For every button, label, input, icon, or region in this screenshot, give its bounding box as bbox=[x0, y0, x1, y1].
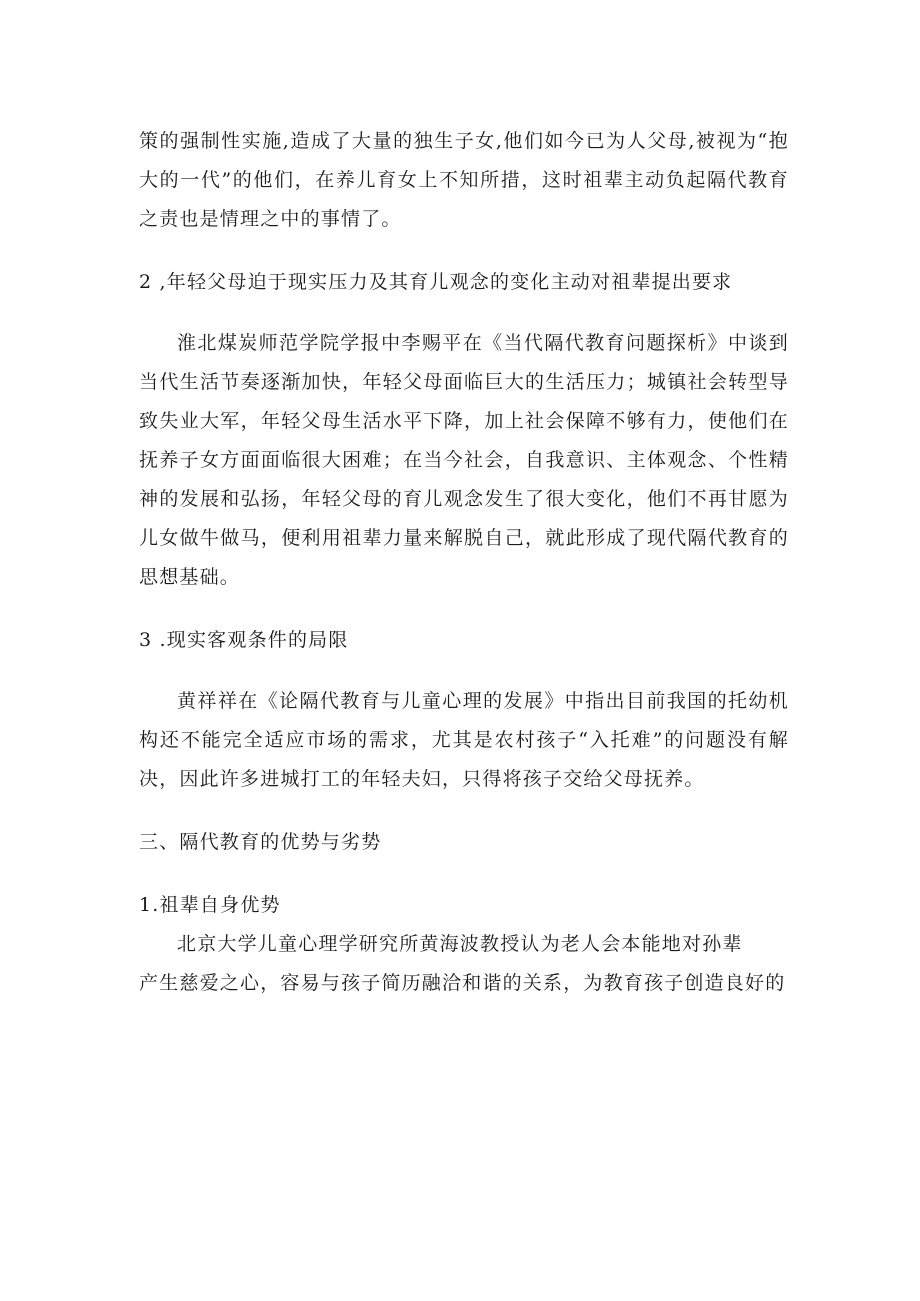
paragraph-li-ciping-analysis: 淮北煤炭师范学院学报中李赐平在《当代隔代教育问题探析》中谈到当代生活节奏逐渐加快，年轻父母面临巨大的生活压力；城镇社会转型导致失业大军，年轻父母生活水平下降，加上社会保障不够有力，使他们在抚养子女方面面临很大困难；在当今社会，自我意识、主体观念、个性精神的发展和弘扬，年轻父母的育儿观念发生了很大变化，他们不再甘愿为儿女做牛做马，便利用祖辈力量来解脱自己，就此形成了现代隔代教育的思想基础。 bbox=[139, 332, 789, 588]
paragraph-huang-haibo-line1: 北京大学儿童心理学研究所黄海波教授认为老人会本能地对孙辈 bbox=[177, 933, 743, 955]
document-page bbox=[139, 122, 789, 1003]
subheading-grandparent-advantages: 1.祖辈自身优势 bbox=[139, 894, 281, 916]
heading-young-parents-pressure: 2 ,年轻父母迫于现实压力及其育儿观念的变化主动对祖辈提出要求 bbox=[139, 271, 733, 293]
paragraph-one-child-generation: 策的强制性实施,造成了大量的独生子女,他们如今已为人父母,被视为“抱大的一代”的他们，在养儿育女上不知所措，这时祖辈主动负起隔代教育之责也是情理之中的事情了。 bbox=[139, 130, 789, 230]
paragraph-huang-xiangxiang: 黄祥祥在《论隔代教育与儿童心理的发展》中指出目前我国的托幼机构还不能完全适应市场的需求，尤其是农村孩子“入托难”的问题没有解决，因此许多进城打工的年轻夫妇，只得将孩子交给父母抚养。 bbox=[139, 690, 789, 790]
heading-objective-limits: 3 .现实客观条件的局限 bbox=[139, 629, 349, 651]
section-heading-pros-cons: 三、隔代教育的优势与劣势 bbox=[139, 831, 382, 853]
paragraph-huang-haibo-line2: 产生慈爱之心，容易与孩子简历融洽和谐的关系，为教育孩子创造良好的 bbox=[139, 972, 786, 994]
